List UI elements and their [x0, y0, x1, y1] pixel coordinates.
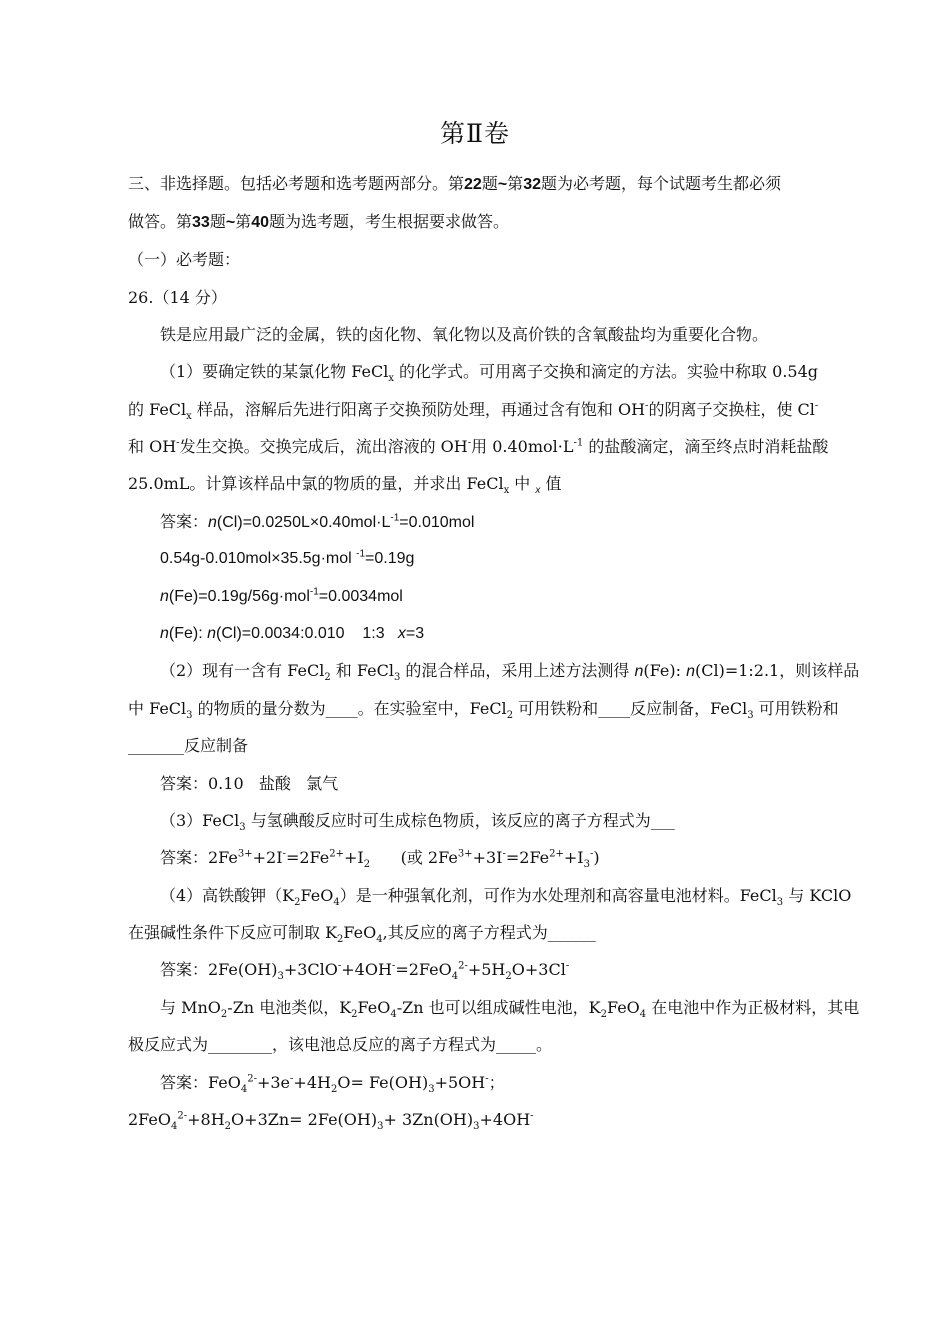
sub: 3	[186, 710, 193, 722]
intro-text: 第	[507, 174, 524, 193]
part1-answer-2	[160, 547, 868, 571]
text: =0.010mol	[399, 514, 475, 531]
text: 的阴离子交换柱，使 Cl	[648, 400, 815, 419]
sub: 4	[639, 1009, 647, 1021]
text: (Cl)=1:2.1，则该样品	[694, 661, 860, 680]
sup: -	[502, 848, 506, 860]
text: =0.19g	[365, 550, 415, 567]
text: O+3Zn= 2Fe(OH)	[231, 1110, 378, 1129]
intro-text: 题为选考题，考生根据要求做答。	[268, 212, 509, 231]
part2-answer: 答案：0.10 盐酸 氯气	[160, 774, 339, 793]
text: （3）FeCl	[160, 811, 240, 830]
sub: x	[186, 411, 192, 423]
sub: 2	[505, 971, 512, 983]
sup: -	[590, 848, 594, 860]
sub: x	[535, 485, 541, 497]
text: FeO	[343, 923, 377, 942]
answer-label: 答案：	[160, 512, 209, 531]
sub: 2	[220, 1009, 228, 1021]
part3-answer	[160, 846, 868, 870]
part4-line2	[128, 921, 836, 945]
sub: 2	[363, 859, 371, 871]
text: (Fe):	[643, 661, 687, 680]
part4-line3	[160, 996, 860, 1021]
part4-answer-1	[160, 958, 868, 982]
q-to: 32	[523, 176, 541, 193]
text: + 3Zn(OH)	[383, 1110, 474, 1129]
sub: 3	[428, 1084, 435, 1096]
sub: 2	[506, 710, 514, 722]
part4-line1	[160, 884, 852, 909]
text: +3ClO	[283, 960, 338, 979]
text: =0.0034mol	[318, 588, 403, 605]
text: 在强碱性条件下反应可制取 K	[128, 923, 338, 942]
sup: 2-	[458, 960, 468, 972]
text: 用 0.40mol·L	[471, 437, 574, 456]
part1-line4	[128, 472, 836, 496]
text: 25.0mL。计算该样品中氯的物质的量，并求出 FeCl	[128, 474, 504, 493]
text: (Cl)=0.0034:0.010 1:3	[216, 625, 398, 642]
text: （1）要确定铁的某氯化物 FeCl	[160, 362, 389, 381]
sup: 3+	[457, 848, 473, 860]
part2-line1	[160, 659, 860, 684]
q-from: 22	[464, 176, 482, 193]
part4-line4: 极反应式为________，该电池总反应的离子方程式为_____。	[128, 1035, 553, 1054]
sub: 3	[473, 1121, 480, 1133]
text: 和 FeCl	[330, 661, 394, 680]
text: 答案：2Fe	[160, 848, 238, 867]
text: =2Fe	[505, 848, 550, 867]
text: 与 MnO	[160, 998, 221, 1017]
intro-text: 题为必考题，每个试题考生都必须	[540, 174, 781, 193]
intro-text: 三、非选择题。包括必考题和选考题两部分。第	[128, 174, 465, 193]
sup: -	[337, 960, 342, 972]
sup: -	[467, 437, 472, 449]
intro-text: 题	[481, 174, 498, 193]
text: =2Fe	[285, 848, 330, 867]
part1-line2	[128, 398, 836, 422]
sup: 3+	[237, 848, 253, 860]
text: 的混合样品，采用上述方法测得	[400, 661, 635, 680]
intro-text: 第	[235, 212, 252, 231]
required-heading: （一）必考题：	[128, 250, 241, 269]
sub: 4	[390, 1009, 397, 1021]
sub: 4	[333, 897, 340, 909]
text: FeO	[606, 998, 640, 1017]
var: n	[208, 514, 217, 531]
tilde: ~	[225, 214, 236, 231]
part2-line3: _______反应制备	[128, 736, 249, 755]
part3-line1	[160, 809, 868, 833]
text: +5H	[467, 960, 506, 979]
sup: -	[176, 437, 180, 449]
sup: 2-	[177, 1110, 188, 1122]
sup: -	[565, 960, 570, 972]
text: O+3Cl	[511, 960, 566, 979]
text: ）是一种强氧化剂，可作为水处理剂和高容量电池材料。FeCl	[339, 886, 777, 905]
intro-text: 题	[209, 212, 226, 231]
sub: 2	[337, 934, 344, 946]
sup: -1	[573, 437, 584, 449]
sup: 2+	[549, 848, 564, 860]
text: (或 2Fe	[370, 848, 458, 867]
text: 的物质的量分数为____。在实验室中，FeCl	[192, 699, 507, 718]
text: 值	[540, 474, 562, 493]
text: 与氢碘酸反应时可生成棕色物质，该反应的离子方程式为___	[245, 811, 675, 830]
var: x	[397, 625, 406, 642]
sub: x	[503, 485, 510, 497]
question-stem: 铁是应用最广泛的金属，铁的卤化物、氧化物以及高价铁的含氧酸盐均为重要化合物。	[160, 325, 769, 344]
text: =3	[405, 625, 425, 642]
text: (Fe):	[168, 625, 208, 642]
sup: -	[391, 960, 396, 972]
text: 在电池中作为正极材料，其电	[646, 998, 860, 1017]
text: +3e	[256, 1073, 291, 1092]
part1-answer-3	[160, 585, 868, 609]
var: n	[634, 663, 644, 680]
text: 0.54g-0.010mol×35.5g·mol	[160, 550, 357, 567]
text: 可用铁粉和	[753, 699, 839, 718]
part1-answer-1	[160, 510, 868, 535]
sub: 3	[377, 1121, 384, 1133]
text: +8H	[187, 1110, 225, 1129]
var: n	[160, 625, 169, 642]
text: 中	[509, 474, 536, 493]
part1-line3	[128, 435, 836, 459]
part1-line1	[160, 360, 836, 384]
sup: -1	[390, 512, 400, 524]
sup: -	[814, 400, 819, 412]
sub: 4	[171, 1121, 178, 1133]
text: 可用铁粉和____反应制备，FeCl	[513, 699, 748, 718]
sub: 4	[376, 934, 383, 946]
sup: -	[530, 1110, 534, 1122]
question-number: 26.（14 分）	[128, 288, 227, 307]
text: 的 FeCl	[128, 400, 187, 419]
text: -Zn 也可以组成碱性电池，K	[396, 998, 601, 1017]
text: +3I	[472, 848, 503, 867]
text: )	[593, 848, 600, 867]
text: 样品，溶解后先进行阳离子交换预防处理，再通过含有饱和 OH	[191, 400, 646, 419]
sub: 3	[277, 971, 284, 983]
sub: 3	[776, 897, 784, 909]
text: -Zn 电池类似，K	[227, 998, 352, 1017]
text: （4）高铁酸钾（K	[160, 886, 295, 905]
text: (Fe)=0.19g/56g·mol	[168, 588, 310, 605]
sup: -	[485, 1073, 489, 1085]
var: n	[207, 625, 217, 642]
text: 的化学式。可用离子交换和滴定的方法。实验中称取 0.54g	[393, 362, 819, 381]
sup: -1	[309, 586, 319, 598]
sub: 3	[583, 859, 590, 871]
text: +2I	[252, 848, 283, 867]
sub: 2	[600, 1009, 607, 1021]
section-intro-line2	[128, 210, 836, 235]
text: 2FeO	[128, 1110, 171, 1129]
text: ,其反应的离子方程式为______	[382, 923, 596, 942]
text: 答案：FeO	[160, 1073, 241, 1092]
sup: -	[645, 400, 649, 412]
text: 发生交换。交换完成后，流出溶液的 OH	[179, 437, 468, 456]
sub: 2	[330, 1084, 338, 1096]
text: ；	[488, 1073, 505, 1092]
sub: 2	[324, 672, 331, 684]
sup: -1	[356, 548, 366, 560]
page-title: 第Ⅱ卷	[440, 119, 510, 148]
text: +4OH	[341, 960, 392, 979]
text: +I	[343, 848, 364, 867]
var: n	[160, 588, 169, 605]
part4-answer-2	[160, 1071, 868, 1095]
part1-answer-4	[160, 622, 868, 646]
part4-answer-3	[128, 1108, 836, 1132]
text: =2FeO	[395, 960, 452, 979]
text: +5OH	[434, 1073, 486, 1092]
text: +I	[563, 848, 584, 867]
sub: 3	[747, 710, 754, 722]
intro-text: 做答。第	[128, 212, 193, 231]
text: 和 OH	[128, 437, 177, 456]
text: FeO	[357, 998, 391, 1017]
sub: 3	[239, 822, 246, 834]
sub: 2	[224, 1121, 232, 1133]
text: O= Fe(OH)	[337, 1073, 429, 1092]
var: n	[686, 663, 695, 680]
text: （2）现有一含有 FeCl	[160, 661, 325, 680]
opt-to: 40	[251, 214, 269, 231]
opt-from: 33	[192, 214, 210, 231]
text: +4H	[293, 1073, 331, 1092]
sub: x	[388, 373, 394, 385]
sub: 3	[393, 672, 401, 684]
sup: 2-	[247, 1073, 257, 1085]
sub: 2	[351, 1009, 358, 1021]
part2-line2	[128, 697, 839, 722]
sup: 2+	[329, 848, 344, 860]
tilde: ~	[497, 176, 508, 193]
section-intro-line1	[128, 172, 836, 197]
text: +4OH	[479, 1110, 531, 1129]
text: FeO	[300, 886, 334, 905]
sup: -	[290, 1073, 294, 1085]
text: 与 KClO	[783, 886, 852, 905]
sup: -	[282, 848, 286, 860]
sub: 4	[451, 971, 459, 983]
text: 答案：2Fe(OH)	[160, 960, 278, 979]
text: (Cl)=0.0250L×0.40mol·L	[216, 514, 391, 531]
sub: 2	[294, 897, 301, 909]
text: 中 FeCl	[128, 699, 187, 718]
sub: 4	[240, 1084, 248, 1096]
text: 的盐酸滴定，滴至终点时消耗盐酸	[583, 437, 829, 456]
